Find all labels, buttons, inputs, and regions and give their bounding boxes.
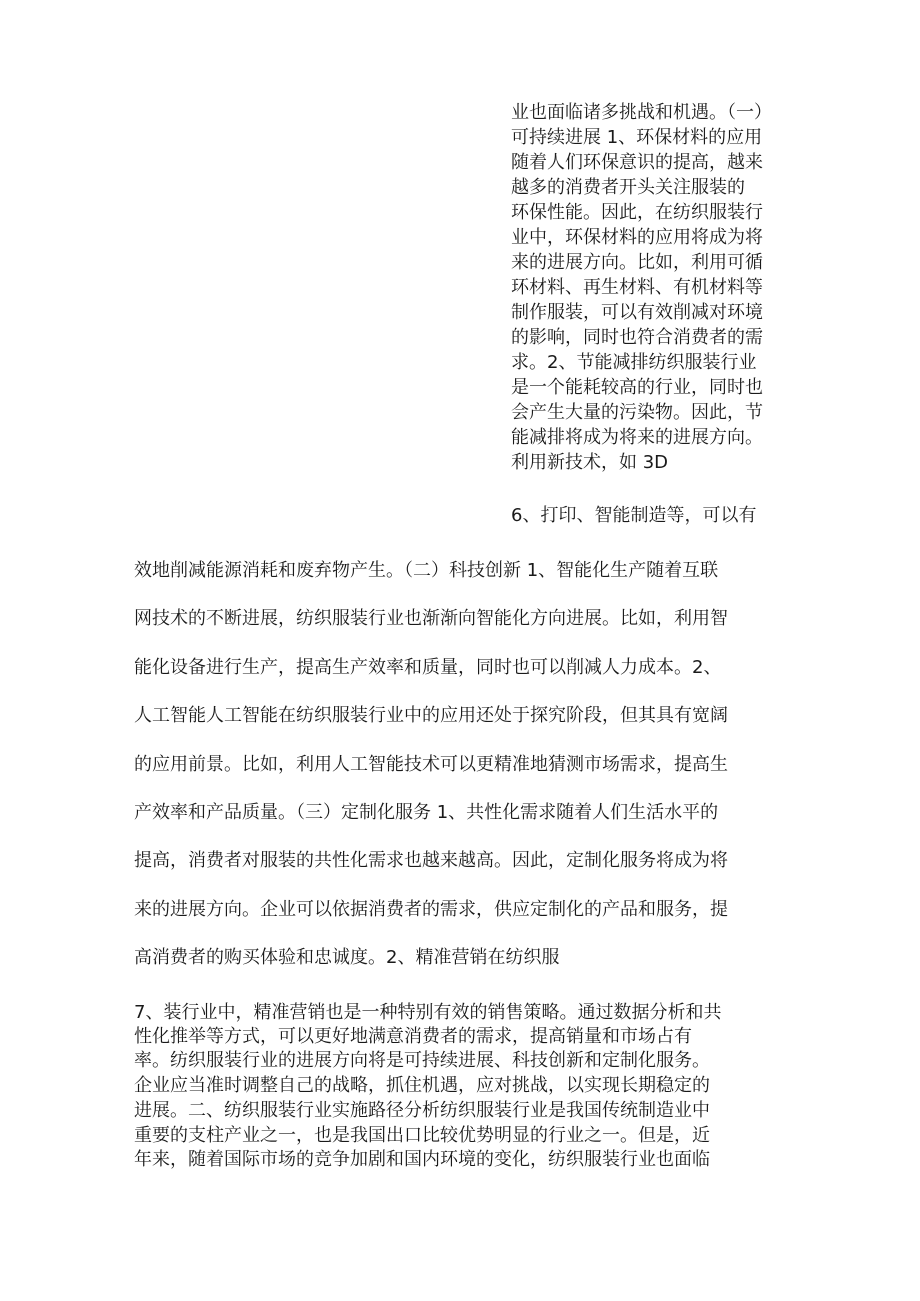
text-line: 制作服装，可以有效削减对环境 [511,302,763,323]
text-line: 业中，环保材料的应用将成为将 [511,227,763,248]
text-line: 企业应当准时调整自己的战略，抓住机遇，应对挑战，以实现长期稳定的 [134,1075,710,1096]
text-line: 业也面临诸多挑战和机遇。（一） [511,102,772,123]
text-line: 能化设备进行生产，提高生产效率和质量，同时也可以削减人力成本。2、 [134,657,722,678]
text-line: 能减排将成为将来的进展方向。 [511,427,763,448]
text-line: 会产生大量的污染物。因此，节 [511,402,763,423]
text-line: 率。纺织服装行业的进展方向将是可持续进展、科技创新和定制化服务。 [134,1050,710,1071]
text-line: 进展。二、纺织服装行业实施路径分析纺织服装行业是我国传统制造业中 [134,1100,710,1121]
text-line: 效地削减能源消耗和废弃物产生。（二）科技创新 1、智能化生产随着互联 [134,560,719,581]
text-line: 提高，消费者对服装的共性化需求也越来越高。因此，定制化服务将成为将 [134,850,728,871]
text-line: 网技术的不断进展，纺织服装行业也渐渐向智能化方向进展。比如，利用智 [134,608,728,629]
text-line: 求。2、节能减排纺织服装行业 [511,352,757,373]
text-line: 性化推举等方式，可以更好地满意消费者的需求，提高销量和市场占有 [134,1026,692,1047]
text-line: 来的进展方向。企业可以依据消费者的需求，供应定制化的产品和服务，提 [134,899,728,920]
text-line: 的影响，同时也符合消费者的需 [511,327,763,348]
text-line: 7、装行业中，精准营销也是一种特别有效的销售策略。通过数据分析和共 [134,1002,722,1023]
text-line: 随着人们环保意识的提高，越来 [511,152,763,173]
text-line: 人工智能人工智能在纺织服装行业中的应用还处于探究阶段，但其具有宽阔 [134,705,728,726]
text-line: 是一个能耗较高的行业，同时也 [511,377,763,398]
text-line: 可持续进展 1、环保材料的应用 [511,127,763,148]
text-line: 产效率和产品质量。（三）定制化服务 1、共性化需求随着人们生活水平的 [134,802,719,823]
text-line: 环保性能。因此，在纺织服装行 [511,202,763,223]
text-line: 环材料、再生材料、有机材料等 [511,277,763,298]
text-line: 年来，随着国际市场的竞争加剧和国内环境的变化，纺织服装行业也面临 [134,1149,710,1170]
section-lead-line: 6、打印、智能制造等，可以有 [511,505,757,526]
text-line: 重要的支柱产业之一，也是我国出口比较优势明显的行业之一。但是，近 [134,1125,710,1146]
text-line: 的应用前景。比如，利用人工智能技术可以更精准地猜测市场需求，提高生 [134,754,728,775]
text-line: 越多的消费者开头关注服装的 [511,177,745,198]
text-line: 利用新技术，如 3D [511,452,669,473]
text-line: 高消费者的购买体验和忠诚度。2、精准营销在纺织服 [134,947,560,968]
text-line: 来的进展方向。比如，利用可循 [511,252,763,273]
